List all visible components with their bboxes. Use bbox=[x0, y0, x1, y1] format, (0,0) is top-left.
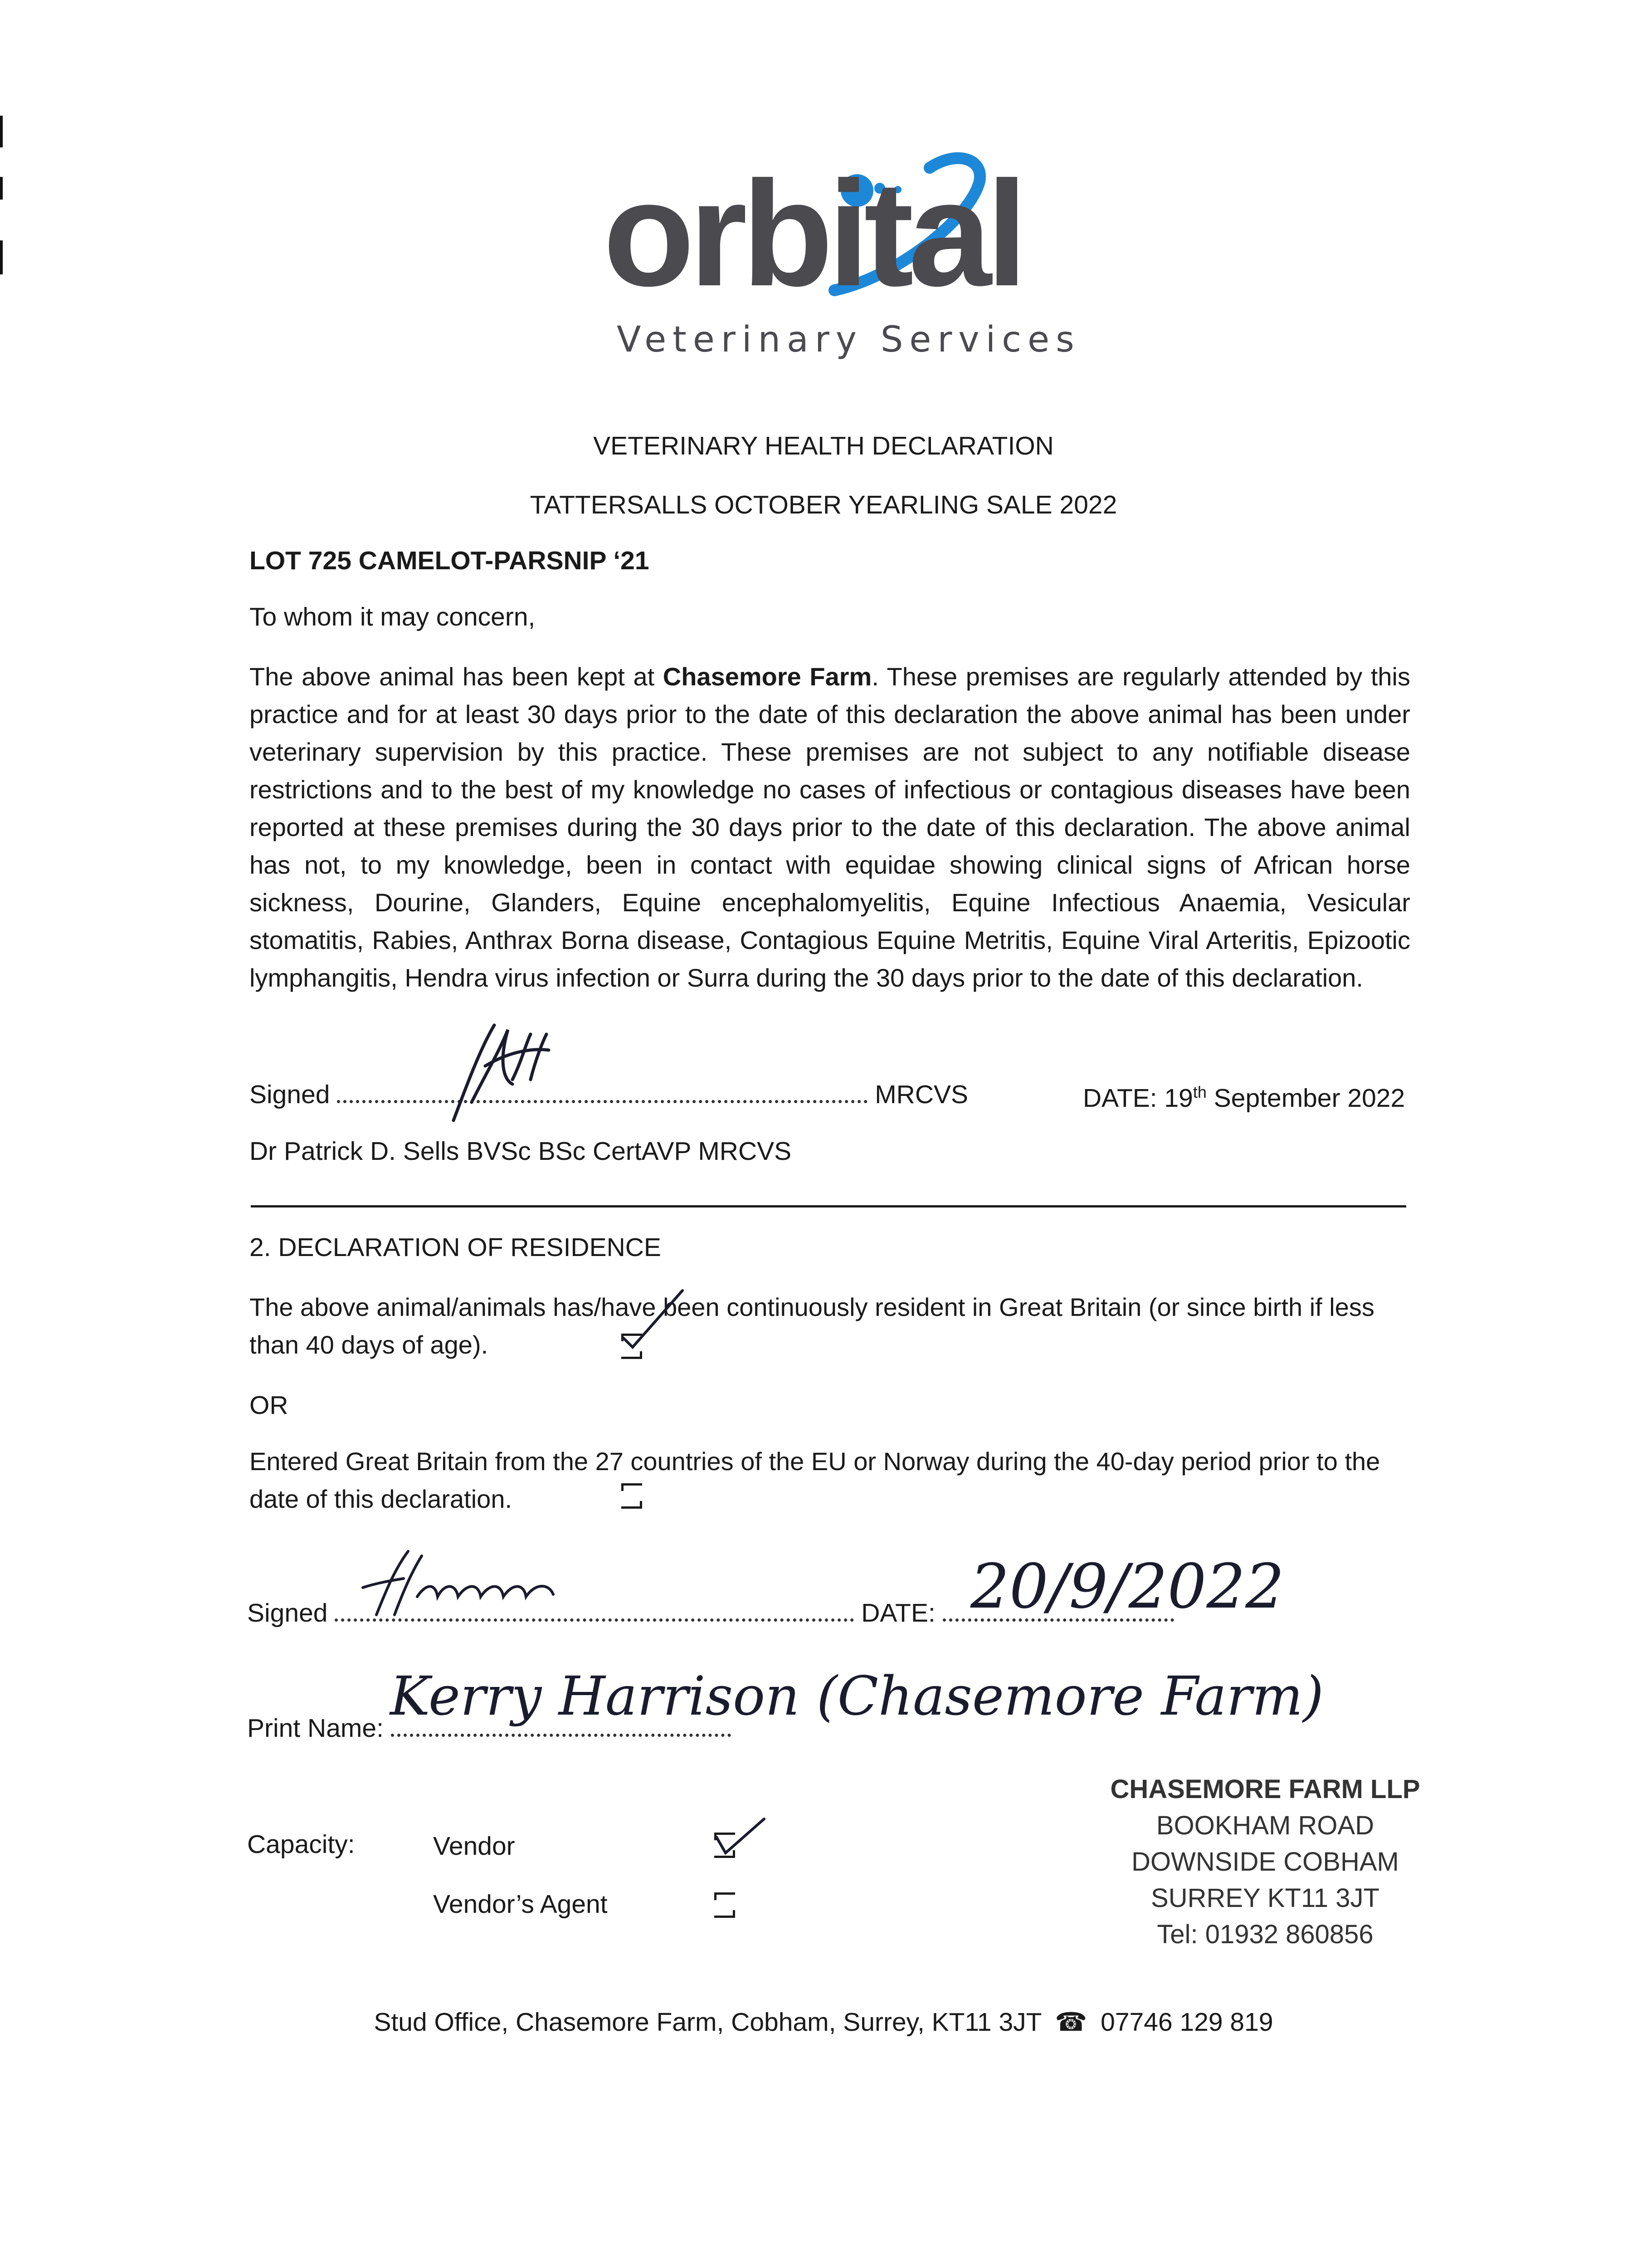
footer-phone: 07746 129 819 bbox=[1101, 2008, 1273, 2037]
capacity-agent-checkbox[interactable] bbox=[714, 1892, 735, 1918]
vet-signed-row bbox=[249, 1082, 968, 1108]
stamp-line-name: CHASEMORE FARM LLP bbox=[1110, 1774, 1420, 1804]
or-label: OR bbox=[249, 1391, 288, 1420]
footer-address: Stud Office, Chasemore Farm, Cobham, Surrey, KT11 3JT bbox=[374, 2008, 1042, 2037]
print-name-label: Print Name: bbox=[247, 1714, 384, 1743]
vet-signature-line bbox=[337, 1100, 867, 1103]
owner-date-label: DATE: bbox=[861, 1598, 936, 1628]
capacity-option-agent: Vendor’s Agent bbox=[433, 1890, 608, 1919]
capacity-option-vendor: Vendor bbox=[433, 1832, 515, 1861]
vet-date bbox=[1083, 1084, 1405, 1111]
vet-mrcvs-label: MRCVS bbox=[875, 1080, 969, 1109]
declaration-paragraph bbox=[249, 658, 1410, 997]
declaration-intro: The above animal has been kept at bbox=[249, 662, 663, 691]
stamp-line-phone: Tel: 01932 860856 bbox=[1157, 1920, 1374, 1949]
vet-signed-label: Signed bbox=[249, 1080, 330, 1109]
vet-name: Dr Patrick D. Sells BVSc BSc CertAVP MRCVS bbox=[249, 1137, 792, 1166]
residence-heading: 2. DECLARATION OF RESIDENCE bbox=[249, 1233, 661, 1262]
scan-mark bbox=[0, 240, 3, 274]
salutation: To whom it may concern, bbox=[249, 602, 536, 631]
scan-mark bbox=[0, 116, 3, 147]
residence-option-1: The above animal/animals has/have been continuously resident in Great Britain (or since birth if less than 40 days of age). bbox=[249, 1293, 1374, 1359]
checkmark-icon bbox=[712, 1814, 766, 1860]
phone-icon: ☎ bbox=[1055, 2008, 1087, 2037]
capacity-label: Capacity: bbox=[247, 1830, 355, 1859]
print-name-handwritten: Kerry Harrison (Chasemore Farm) bbox=[390, 1665, 1324, 1727]
document-title: VETERINARY HEALTH DECLARATION bbox=[593, 431, 1054, 460]
stamp-line-town: DOWNSIDE COBHAM bbox=[1131, 1847, 1399, 1877]
declaration-text: . These premises are regularly attended by this practice and for at least 30 days prior to the date of this declaration the above animal has been under veterinary supervision by this practice. These premises are not subject to any notifiable disease restrictions and to the best of my knowledge no cases of infectious or contagious diseases have been reported at these premises during the 30 days prior to the date of this declaration. The above animal has not, to my knowledge, been in contact with equidae showing clinical signs of African horse sickness, Dourine, Glanders, Equine encephalomyelitis, Equine Infectious Anaemia, Vesicular stomatitis, Rabies, Anthrax Borna disease, Contagious Equine Metritis, Equine Viral Arteritis, Epizootic lymphangitis, Hendra virus infection or Surra during the 30 days prior to the date of this declaration. bbox=[249, 662, 1410, 992]
vet-date-label: DATE: 19 bbox=[1083, 1084, 1193, 1113]
scan-mark bbox=[0, 177, 3, 200]
residence-option-2: Entered Great Britain from the 27 countries of the EU or Norway during the 40-day period prior to the date of this declaration. bbox=[249, 1447, 1380, 1513]
orbital-logo bbox=[580, 141, 1079, 367]
residence-option-2-checkbox[interactable] bbox=[621, 1483, 642, 1509]
farm-stamp bbox=[1086, 1771, 1444, 1953]
print-name-line bbox=[391, 1734, 731, 1737]
footer bbox=[0, 2009, 1647, 2035]
checkmark-icon bbox=[619, 1288, 687, 1352]
section-divider bbox=[251, 1205, 1406, 1207]
vet-date-sup: th bbox=[1193, 1083, 1207, 1101]
owner-signed-label: Signed bbox=[247, 1598, 328, 1628]
document-subtitle: TATTERSALLS OCTOBER YEARLING SALE 2022 bbox=[530, 490, 1117, 519]
farm-name: Chasemore Farm bbox=[663, 662, 872, 691]
logo-tagline: Veterinary Services bbox=[617, 319, 1081, 360]
lot-heading: LOT 725 CAMELOT-PARSNIP ‘21 bbox=[249, 546, 649, 575]
stamp-line-road: BOOKHAM ROAD bbox=[1156, 1811, 1374, 1840]
logo-wordmark: orbital bbox=[603, 150, 1023, 317]
stamp-line-county: SURREY KT11 3JT bbox=[1151, 1883, 1379, 1913]
vet-signature-scribble bbox=[440, 1012, 558, 1129]
vet-date-rest: September 2022 bbox=[1206, 1084, 1405, 1113]
owner-date-handwritten: 20/9/2022 bbox=[970, 1551, 1285, 1622]
owner-signature-scribble bbox=[358, 1547, 576, 1619]
